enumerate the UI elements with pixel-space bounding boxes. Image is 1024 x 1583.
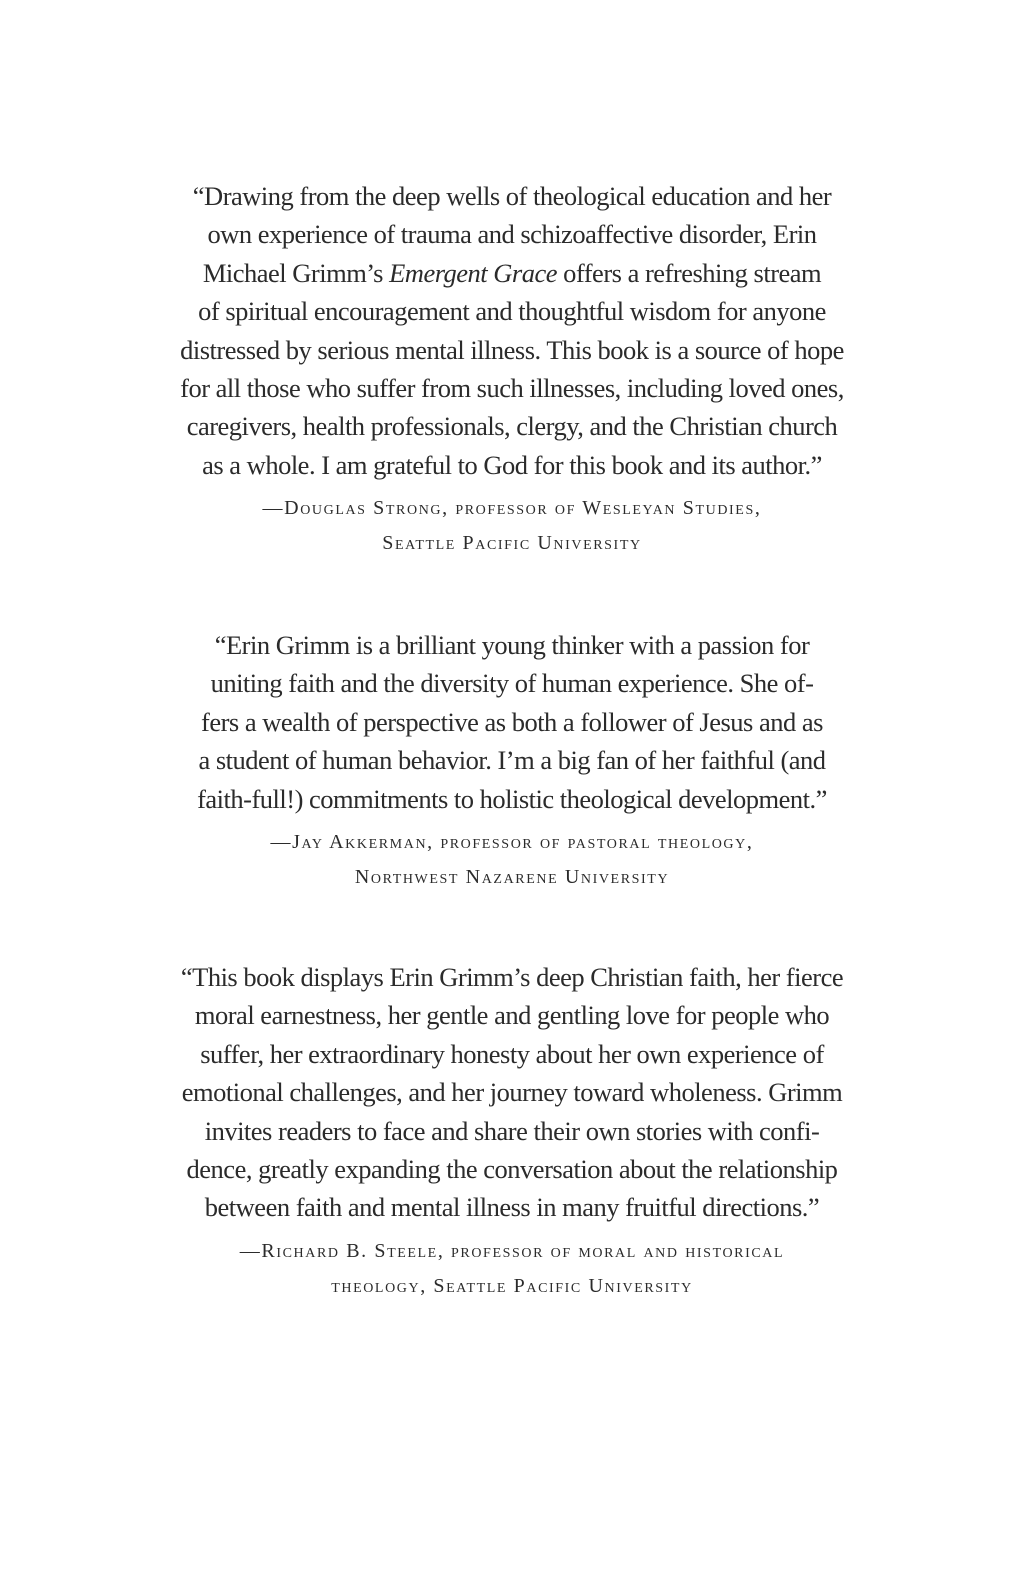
quote-line: dence, greatly expanding the conversation about the relationship [186,1154,838,1185]
quote-line: emotional challenges, and her journey toward wholeness. Grimm [181,1077,843,1108]
quote-line: moral earnestness, her gentle and gentling love for people who [194,1000,830,1031]
quote-line: faith-full!) commitments to holistic theological development.” [197,783,827,814]
endorsement-quote [0,177,1024,484]
endorsement-quote [0,626,1024,818]
attribution-line: —Douglas Strong, professor of Wesleyan Studies, [262,497,762,520]
quote-text: offers a refreshing stream [557,257,822,288]
quote-line: of spiritual encouragement and thoughtful wisdom for anyone [198,296,826,327]
quote-line: a student of human behavior. I’m a big fan of her faithful (and [198,745,826,776]
quote-line: distressed by serious mental illness. This book is a source of hope [180,334,844,365]
endorsement-attribution [0,1234,1024,1304]
attribution-line: Seattle Pacific University [382,532,642,555]
endorsement-1 [0,177,1024,561]
quote-line: “Erin Grimm is a brilliant young thinker with a passion for [214,630,810,660]
attribution-line: Northwest Nazarene University [354,866,670,889]
quote-line: own experience of trauma and schizoaffective disorder, Erin [207,219,817,250]
attribution-line: theology, Seattle Pacific University [331,1274,693,1297]
quote-line: for all those who suffer from such illnesses, including loved ones, [180,373,844,404]
attribution-line: —Richard B. Steele, professor of moral and historical [239,1239,785,1262]
endorsement-3 [0,958,1024,1304]
quote-line-with-title [0,254,1024,292]
quote-line: between faith and mental illness in many fruitful directions.” [204,1192,820,1223]
quote-line: “This book displays Erin Grimm’s deep Christian faith, her fierce [180,962,844,992]
endorsement-attribution [0,491,1024,561]
endorsement-attribution [0,825,1024,895]
quote-line: as a whole. I am grateful to God for this book and its author.” [202,449,822,480]
book-title: Emergent Grace [389,257,558,288]
quote-line: uniting faith and the diversity of human experience. She of- [210,668,814,699]
quote-line: caregivers, health professionals, clergy, and the Christian church [186,411,838,442]
quote-line: suffer, her extraordinary honesty about her own experience of [200,1038,824,1069]
endorsement-2 [0,626,1024,895]
endorsement-quote [0,958,1024,1227]
quote-line: fers a wealth of perspective as both a follower of Jesus and as [201,706,823,737]
attribution-line: —Jay Akkerman, professor of pastoral theology, [270,831,754,854]
quote-text: Michael Grimm’s [202,257,390,288]
quote-line: “Drawing from the deep wells of theological education and her [192,181,832,211]
quote-line: invites readers to face and share their own stories with confi- [204,1115,820,1146]
